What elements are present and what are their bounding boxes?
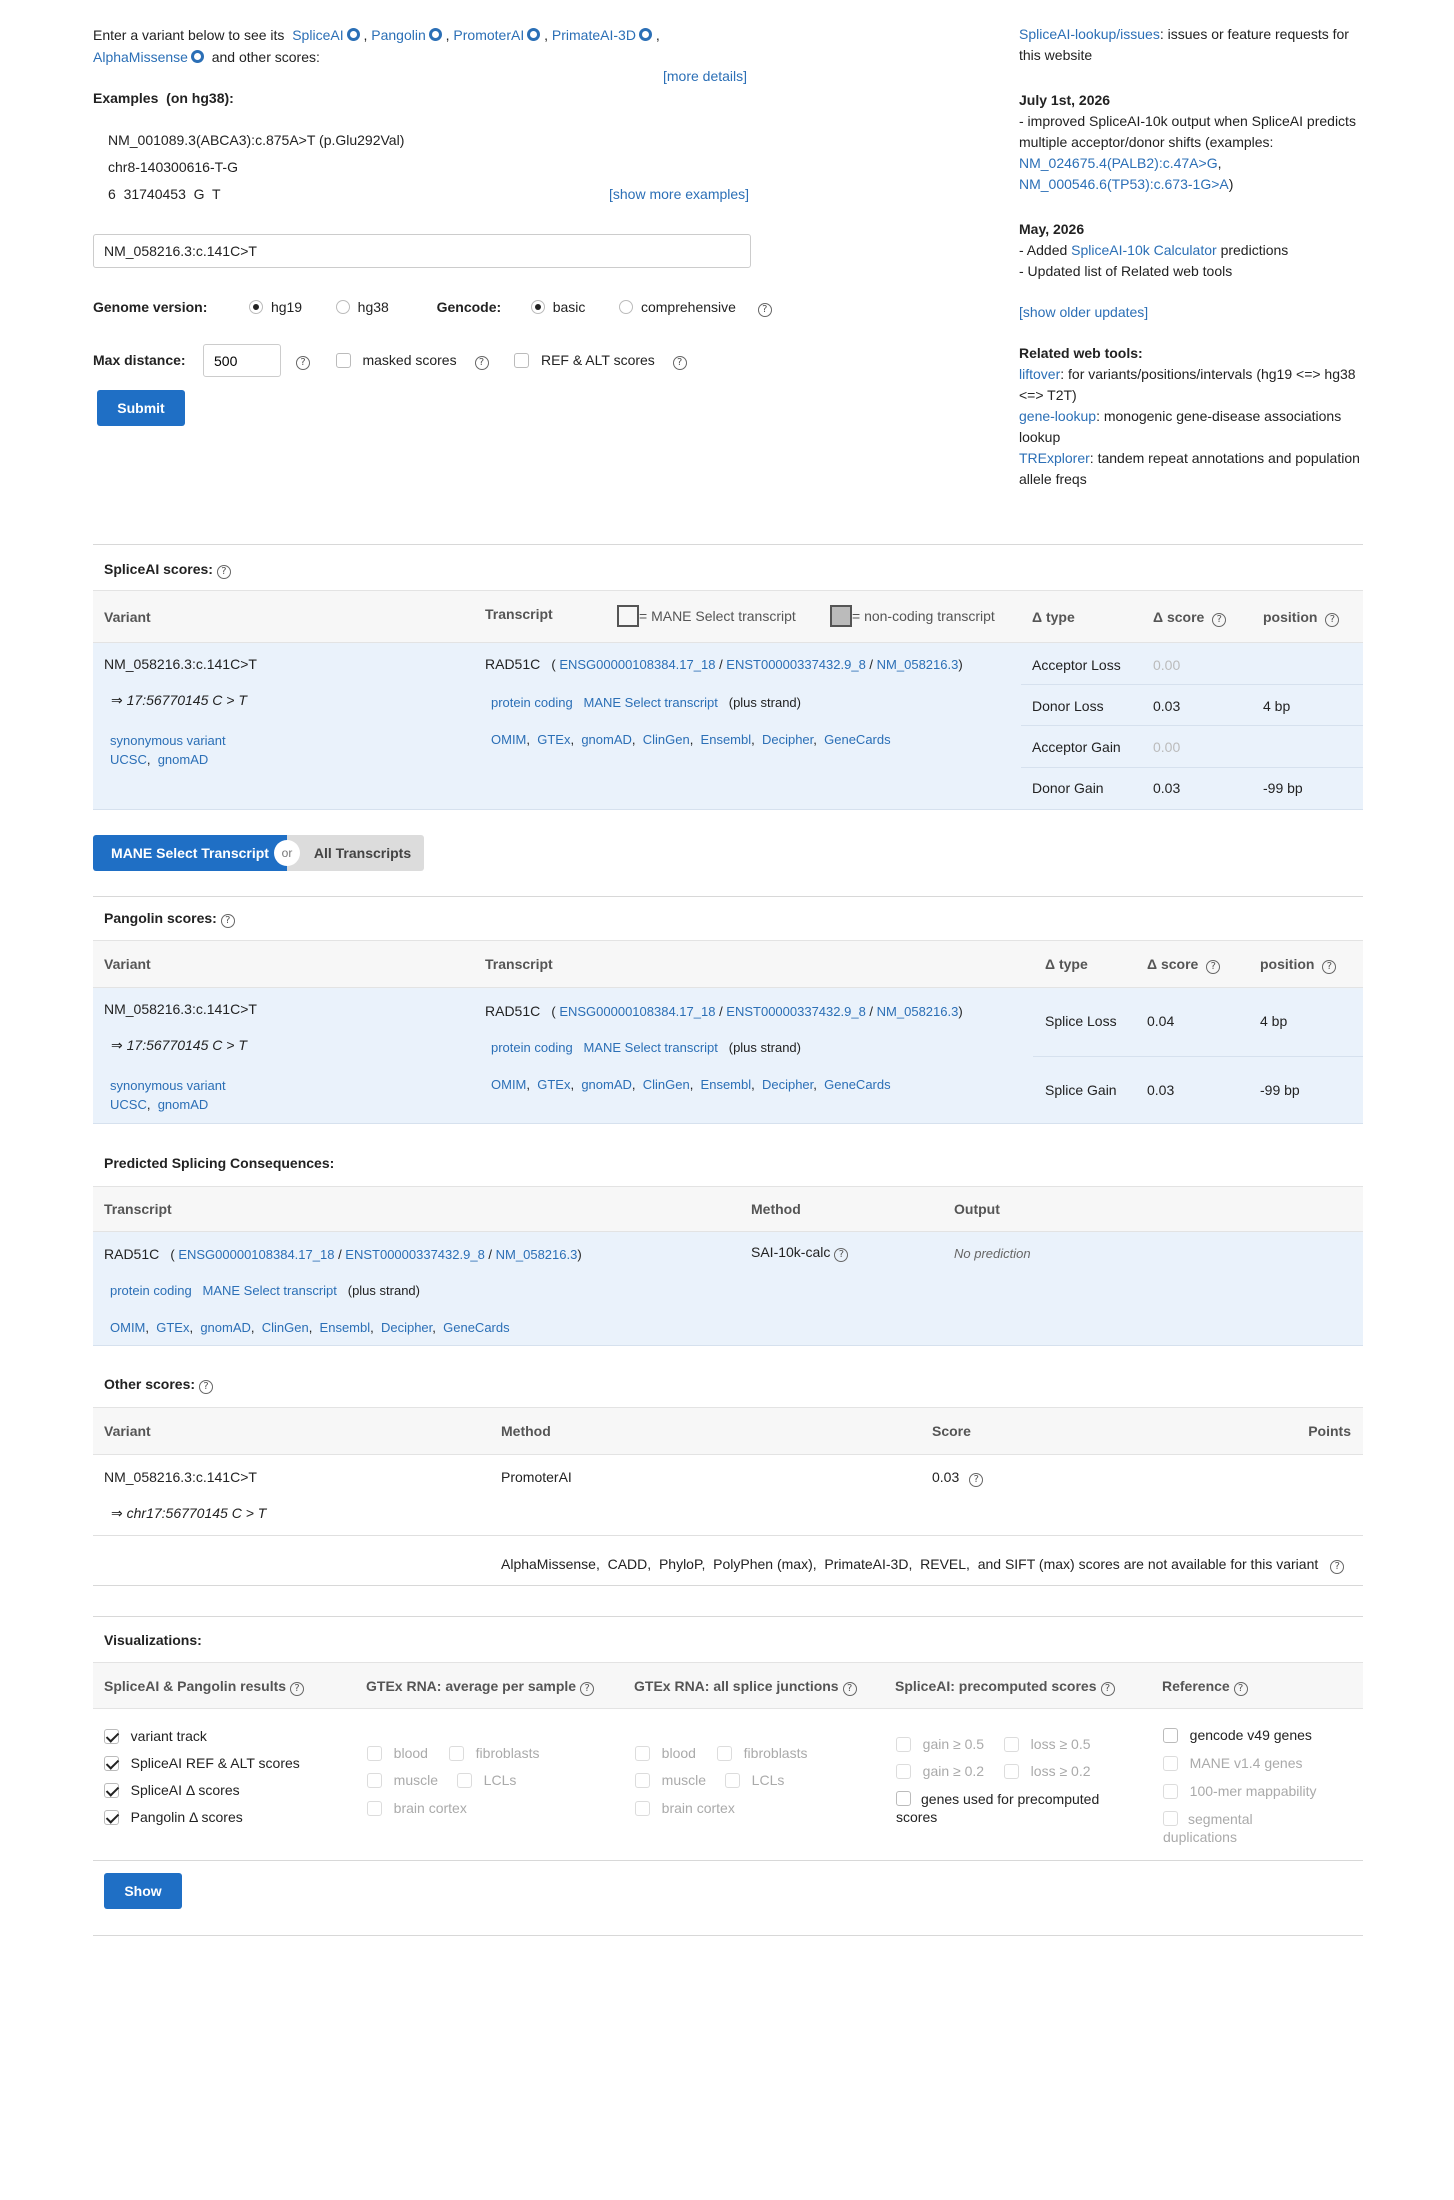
col-position: position ? — [1263, 609, 1339, 627]
radio-hg19[interactable] — [249, 300, 263, 314]
viz-checkbox[interactable] — [635, 1746, 650, 1761]
mane-link[interactable]: MANE Select transcript — [583, 1040, 718, 1055]
viz-col-header: GTEx RNA: average per sample ? — [366, 1678, 594, 1696]
help-icon[interactable]: ? — [1206, 960, 1220, 974]
clingen-link[interactable]: ClinGen — [642, 1077, 690, 1092]
noncoding-legend: = non-coding transcript — [830, 605, 995, 627]
col-variant: Variant — [104, 609, 151, 625]
consequences-table-header — [93, 1186, 1363, 1232]
transcript-gene: RAD51C ( ENSG00000108384.17_18 / ENST00000337432.9_8 / NM_058216.3) — [485, 1003, 963, 1019]
max-distance-input[interactable] — [203, 344, 281, 377]
related-tool: liftover: for variants/positions/intervals (hg19 <=> hg38 <=> T2T) — [1019, 366, 1356, 403]
divider — [93, 896, 1363, 897]
ref-alt-scores-checkbox[interactable] — [514, 353, 529, 368]
col-method: Method — [501, 1423, 551, 1439]
ensembl-link[interactable]: Ensembl — [700, 1077, 752, 1092]
viz-checkbox[interactable] — [457, 1773, 472, 1788]
show-more-examples-link[interactable]: [show more examples] — [609, 186, 750, 202]
pangolin-title: Pangolin scores: ? — [104, 910, 235, 928]
col-method: Method — [751, 1201, 801, 1217]
transcript-biotype: protein coding MANE Select transcript (plus strand) — [110, 1283, 420, 1298]
genecards-link[interactable]: GeneCards — [824, 1077, 891, 1092]
issues-link[interactable]: SpliceAI-lookup/issues — [1019, 26, 1160, 42]
transcript-toggle — [93, 835, 424, 871]
github-icon[interactable] — [639, 28, 652, 41]
ensg-link[interactable]: ENSG00000108384.17_18 — [559, 657, 716, 672]
noncoding-legend-box-icon — [830, 605, 852, 627]
radio-comprehensive[interactable] — [619, 300, 633, 314]
col-transcript: Transcript — [485, 956, 553, 972]
help-icon[interactable]: ? — [834, 1248, 848, 1262]
gene-lookup-link[interactable]: gene-lookup — [1019, 408, 1097, 424]
show-older-updates-link[interactable]: [show older updates] — [1019, 304, 1149, 320]
output-value: No prediction — [954, 1246, 1031, 1261]
viz-item: muscle — [367, 1772, 438, 1788]
row-separator — [1021, 684, 1363, 685]
transcript-db-links: OMIM, GTEx, gnomAD, ClinGen, Ensembl, Decipher, GeneCards — [110, 1320, 510, 1335]
viz-checkbox[interactable] — [104, 1810, 119, 1825]
help-icon[interactable]: ? — [199, 1380, 213, 1394]
delta-type: Splice Gain — [1045, 1082, 1117, 1098]
help-icon[interactable]: ? — [1330, 1560, 1344, 1574]
viz-item: gain ≥ 0.5 — [896, 1736, 984, 1752]
delta-type: Donor Gain — [1032, 780, 1104, 796]
decipher-link[interactable]: Decipher — [761, 1077, 814, 1092]
variant-consequence-link[interactable]: synonymous variant — [110, 733, 226, 748]
col-score: Score — [932, 1423, 971, 1439]
viz-checkbox[interactable] — [1163, 1728, 1178, 1743]
mane-legend-box-icon — [617, 605, 639, 627]
genome-options-row: Genome version: hg19 hg38 Gencode: basic comprehensive ? — [93, 299, 772, 317]
viz-item: variant track — [104, 1728, 207, 1744]
col-variant: Variant — [104, 1423, 151, 1439]
viz-item: MANE v1.4 genes — [1163, 1755, 1303, 1771]
pangolin-table-header — [93, 940, 1363, 988]
liftover-link[interactable]: liftover — [1019, 366, 1061, 382]
viz-checkbox[interactable] — [449, 1746, 464, 1761]
delta-score: 0.03 — [1153, 780, 1181, 796]
variant-links: UCSC, gnomAD — [110, 752, 209, 767]
viz-item: brain cortex — [635, 1800, 735, 1816]
delta-type: Donor Loss — [1032, 698, 1104, 714]
related-tool: TRExplorer: tandem repeat annotations and population allele freqs — [1019, 450, 1360, 487]
max-distance-options: ? masked scores ? REF & ALT scores ? — [292, 352, 687, 370]
update-text: - Updated list of Related web tools — [1019, 263, 1233, 279]
delta-score: 0.03 — [1147, 1082, 1175, 1098]
mane-link[interactable]: MANE Select transcript — [583, 695, 718, 710]
related-tool: gene-lookup: monogenic gene-disease associations lookup — [1019, 408, 1342, 445]
radio-basic[interactable] — [531, 300, 545, 314]
help-icon[interactable]: ? — [290, 1682, 304, 1696]
link-primateai[interactable]: PrimateAI-3D — [551, 27, 636, 43]
viz-checkbox[interactable] — [725, 1773, 740, 1788]
mane-link[interactable]: MANE Select transcript — [202, 1283, 337, 1298]
transcript-biotype: protein coding MANE Select transcript (plus strand) — [491, 695, 801, 710]
method-value: PromoterAI — [501, 1469, 572, 1485]
toggle-mane-button[interactable]: MANE Select Transcript — [93, 835, 287, 871]
gnomad-link[interactable]: gnomAD — [157, 1097, 209, 1112]
delta-position: -99 bp — [1260, 1082, 1300, 1098]
viz-item: 100-mer mappability — [1163, 1783, 1317, 1799]
variant-genomic: ⇒ chr17:56770145 C > T — [111, 1505, 267, 1521]
example-link-tp53[interactable]: NM_000546.6(TP53):c.673-1G>A — [1019, 176, 1229, 192]
delta-type: Acceptor Loss — [1032, 657, 1121, 673]
intro-prefix: Enter a variant below to see its — [93, 27, 285, 43]
max-distance-label: Max distance: — [93, 352, 186, 368]
enst-link[interactable]: ENST00000337432.9_8 — [726, 1004, 866, 1019]
variant-genomic: ⇒ 17:56770145 C > T — [111, 1037, 247, 1053]
transcript-gene: RAD51C ( ENSG00000108384.17_18 / ENST00000337432.9_8 / NM_058216.3) — [104, 1246, 582, 1262]
omim-link[interactable]: OMIM — [110, 1320, 146, 1335]
help-icon[interactable]: ? — [1322, 960, 1336, 974]
viz-checkbox[interactable] — [1004, 1764, 1019, 1779]
help-icon[interactable]: ? — [1212, 613, 1226, 627]
divider — [93, 544, 1363, 545]
score-value: 0.03 ? — [932, 1469, 983, 1487]
ensembl-link[interactable]: Ensembl — [700, 732, 752, 747]
divider — [93, 1585, 1363, 1586]
delta-type: Acceptor Gain — [1032, 739, 1121, 755]
clingen-link[interactable]: ClinGen — [642, 732, 690, 747]
sidebar — [1019, 24, 1369, 490]
help-icon[interactable]: ? — [1101, 1682, 1115, 1696]
row-separator — [1021, 767, 1363, 768]
viz-item: muscle — [635, 1772, 706, 1788]
toggle-or-badge: or — [274, 840, 300, 866]
clingen-link[interactable]: ClinGen — [261, 1320, 309, 1335]
help-icon[interactable]: ? — [673, 356, 687, 370]
pangolin-table-row — [93, 988, 1363, 1124]
variant-name: NM_058216.3:c.141C>T — [104, 656, 257, 672]
help-icon[interactable]: ? — [475, 356, 489, 370]
viz-col-header: GTEx RNA: all splice junctions ? — [634, 1678, 857, 1696]
viz-item: LCLs — [725, 1772, 784, 1788]
calculator-link[interactable]: SpliceAI-10k Calculator — [1071, 242, 1217, 258]
gtex-link[interactable]: GTEx — [537, 732, 571, 747]
col-dscore: Δ score ? — [1147, 956, 1220, 974]
enst-link[interactable]: ENST00000337432.9_8 — [726, 657, 866, 672]
col-variant: Variant — [104, 956, 151, 972]
delta-position: 4 bp — [1260, 1013, 1288, 1029]
viz-checkbox[interactable] — [1163, 1784, 1178, 1799]
intro-suffix: and other scores: — [211, 49, 320, 65]
help-icon[interactable]: ? — [1325, 613, 1339, 627]
enst-link[interactable]: ENST00000337432.9_8 — [345, 1247, 485, 1262]
link-promoterai[interactable]: PromoterAI — [453, 27, 525, 43]
viz-item: brain cortex — [367, 1800, 467, 1816]
viz-checkbox[interactable] — [104, 1783, 119, 1798]
delta-score: 0.03 — [1153, 698, 1181, 714]
col-transcript: Transcript — [485, 606, 553, 622]
examples-label: Examples (on hg38): — [93, 90, 234, 106]
decipher-link[interactable]: Decipher — [380, 1320, 433, 1335]
github-icon[interactable] — [347, 28, 360, 41]
related-tools-title: Related web tools: — [1019, 345, 1143, 361]
delta-position: -99 bp — [1263, 780, 1303, 796]
viz-item: SpliceAI Δ scores — [104, 1782, 240, 1798]
biotype-link[interactable]: protein coding — [491, 695, 573, 710]
other-scores-title: Other scores: ? — [104, 1376, 213, 1394]
viz-checkbox[interactable] — [896, 1737, 911, 1752]
example-item[interactable]: chr8-140300616-T-G — [108, 159, 238, 175]
ucsc-link[interactable]: UCSC — [110, 1097, 147, 1112]
biotype-link[interactable]: protein coding — [491, 1040, 573, 1055]
variant-consequence-link[interactable]: synonymous variant — [110, 1078, 226, 1093]
link-pangolin[interactable]: Pangolin — [371, 27, 426, 43]
omim-link[interactable]: OMIM — [491, 732, 527, 747]
viz-table-header — [93, 1662, 1363, 1709]
delta-type: Splice Loss — [1045, 1013, 1117, 1029]
nm-link[interactable]: NM_058216.3 — [876, 1004, 959, 1019]
delta-score: 0.00 — [1153, 739, 1181, 755]
update-date: July 1st, 2026 — [1019, 92, 1111, 108]
transcript-biotype: protein coding MANE Select transcript (plus strand) — [491, 1040, 801, 1055]
issues-row: SpliceAI-lookup/issues: issues or feature requests for this website — [1019, 26, 1349, 63]
other-scores-table-header — [93, 1407, 1363, 1455]
help-icon[interactable]: ? — [296, 356, 310, 370]
viz-item: blood — [635, 1745, 696, 1761]
transcript-gene: RAD51C ( ENSG00000108384.17_18 / ENST00000337432.9_8 / NM_058216.3) — [485, 656, 963, 672]
gnomad-link[interactable]: gnomAD — [157, 752, 209, 767]
help-icon[interactable]: ? — [969, 1473, 983, 1487]
spliceai-table-row — [93, 643, 1363, 810]
viz-checkbox[interactable] — [717, 1746, 732, 1761]
link-alphamissense[interactable]: AlphaMissense — [93, 49, 188, 65]
show-button[interactable]: Show — [104, 1873, 182, 1909]
transcript-db-links: OMIM, GTEx, gnomAD, ClinGen, Ensembl, Decipher, GeneCards — [491, 732, 891, 747]
biotype-link[interactable]: protein coding — [110, 1283, 192, 1298]
viz-checkbox[interactable] — [635, 1773, 650, 1788]
viz-item: fibroblasts — [717, 1745, 807, 1761]
viz-checkbox[interactable] — [896, 1791, 911, 1806]
viz-checkbox[interactable] — [367, 1746, 382, 1761]
viz-checkbox[interactable] — [104, 1756, 119, 1771]
viz-item: genes used for precomputed scores — [896, 1791, 1100, 1825]
ensembl-link[interactable]: Ensembl — [319, 1320, 371, 1335]
mane-legend: = MANE Select transcript — [617, 605, 796, 627]
example-link-palb2[interactable]: NM_024675.4(PALB2):c.47A>G — [1019, 155, 1218, 171]
omim-link[interactable]: OMIM — [491, 1077, 527, 1092]
github-icon[interactable] — [527, 28, 540, 41]
divider — [93, 1935, 1363, 1936]
help-icon[interactable]: ? — [758, 303, 772, 317]
viz-item: loss ≥ 0.2 — [1004, 1763, 1091, 1779]
nm-link[interactable]: NM_058216.3 — [876, 657, 959, 672]
viz-checkbox[interactable] — [367, 1801, 382, 1816]
help-icon[interactable]: ? — [1234, 1682, 1248, 1696]
consequences-table-row — [93, 1232, 1363, 1346]
help-icon[interactable]: ? — [580, 1682, 594, 1696]
viz-checkbox[interactable] — [1163, 1756, 1178, 1771]
trexplorer-link[interactable]: TRExplorer — [1019, 450, 1090, 466]
viz-item: SpliceAI REF & ALT scores — [104, 1755, 300, 1771]
genecards-link[interactable]: GeneCards — [443, 1320, 510, 1335]
col-position: position ? — [1260, 956, 1336, 974]
gnomad-gene-link[interactable]: gnomAD — [200, 1320, 251, 1335]
viz-item: LCLs — [457, 1772, 516, 1788]
submit-button[interactable]: Submit — [97, 390, 185, 426]
nm-link[interactable]: NM_058216.3 — [495, 1247, 578, 1262]
visualizations-title: Visualizations: — [104, 1632, 202, 1648]
divider — [93, 1860, 1363, 1861]
gnomad-gene-link[interactable]: gnomAD — [581, 732, 632, 747]
update-text: - improved SpliceAI-10k output when SpliceAI predicts multiple acceptor/donor shifts (examples: NM_024675.4(PALB2):c.47A>G, NM_000546.6(TP53):c.673-1G>A) — [1019, 113, 1356, 192]
method-value: SAI-10k-calc ? — [751, 1244, 848, 1262]
toggle-all-button[interactable]: All Transcripts — [287, 835, 424, 871]
viz-checkbox[interactable] — [1163, 1811, 1178, 1826]
help-icon[interactable]: ? — [217, 565, 231, 579]
viz-checkbox[interactable] — [367, 1773, 382, 1788]
gtex-link[interactable]: GTEx — [537, 1077, 571, 1092]
col-output: Output — [954, 1201, 1000, 1217]
viz-item: gain ≥ 0.2 — [896, 1763, 984, 1779]
transcript-db-links: OMIM, GTEx, gnomAD, ClinGen, Ensembl, Decipher, GeneCards — [491, 1077, 891, 1092]
row-separator — [1021, 725, 1363, 726]
col-points: Points — [1308, 1423, 1351, 1439]
more-details-link[interactable]: [more details] — [663, 68, 748, 84]
genome-version-label: Genome version: — [93, 299, 208, 315]
not-available-note: AlphaMissense, CADD, PhyloP, PolyPhen (max), PrimateAI-3D, REVEL, and SIFT (max) scores are not available for this variant ? — [501, 1556, 1344, 1574]
viz-col-header: Reference ? — [1162, 1678, 1248, 1696]
row-separator — [1033, 1056, 1363, 1057]
delta-score: 0.00 — [1153, 657, 1181, 673]
radio-hg38[interactable] — [336, 300, 350, 314]
example-item[interactable]: NM_001089.3(ABCA3):c.875A>T (p.Glu292Val) — [108, 132, 405, 148]
col-dscore: Δ score ? — [1153, 609, 1226, 627]
viz-checkbox[interactable] — [104, 1729, 119, 1744]
help-icon[interactable]: ? — [221, 914, 235, 928]
masked-scores-checkbox[interactable] — [336, 353, 351, 368]
genecards-link[interactable]: GeneCards — [824, 732, 891, 747]
link-spliceai[interactable]: SpliceAI — [292, 27, 344, 43]
github-icon[interactable] — [191, 50, 204, 63]
update-date: May, 2026 — [1019, 221, 1085, 237]
viz-item: segmental duplications — [1163, 1811, 1253, 1845]
divider — [93, 1616, 1363, 1617]
viz-checkbox[interactable] — [1004, 1737, 1019, 1752]
variant-name: NM_058216.3:c.141C>T — [104, 1469, 257, 1485]
gnomad-gene-link[interactable]: gnomAD — [581, 1077, 632, 1092]
viz-item: loss ≥ 0.5 — [1004, 1736, 1091, 1752]
viz-checkbox[interactable] — [896, 1764, 911, 1779]
col-transcript: Transcript — [104, 1201, 172, 1217]
gtex-link[interactable]: GTEx — [156, 1320, 190, 1335]
viz-item: Pangolin Δ scores — [104, 1809, 243, 1825]
variant-search-input[interactable] — [93, 234, 751, 268]
variant-name: NM_058216.3:c.141C>T — [104, 1001, 257, 1017]
col-dtype: Δ type — [1032, 609, 1075, 625]
delta-position: 4 bp — [1263, 698, 1291, 714]
github-icon[interactable] — [429, 28, 442, 41]
update-text: - Added SpliceAI-10k Calculator predictions — [1019, 242, 1289, 258]
ensg-link[interactable]: ENSG00000108384.17_18 — [178, 1247, 335, 1262]
viz-checkbox[interactable] — [635, 1801, 650, 1816]
viz-col-header: SpliceAI & Pangolin results ? — [104, 1678, 304, 1696]
spliceai-title: SpliceAI scores: ? — [104, 561, 231, 579]
spliceai-table-header — [93, 590, 1363, 643]
viz-item: fibroblasts — [449, 1745, 539, 1761]
variant-genomic: ⇒ 17:56770145 C > T — [111, 692, 247, 708]
consequences-title: Predicted Splicing Consequences: — [104, 1155, 335, 1171]
col-dtype: Δ type — [1045, 956, 1088, 972]
ucsc-link[interactable]: UCSC — [110, 752, 147, 767]
variant-links: UCSC, gnomAD — [110, 1097, 209, 1112]
viz-item: blood — [367, 1745, 428, 1761]
other-scores-row — [93, 1455, 1363, 1536]
viz-item: gencode v49 genes — [1163, 1727, 1312, 1743]
help-icon[interactable]: ? — [843, 1682, 857, 1696]
ensg-link[interactable]: ENSG00000108384.17_18 — [559, 1004, 716, 1019]
example-item[interactable]: 6 31740453 G T — [108, 186, 221, 202]
delta-score: 0.04 — [1147, 1013, 1175, 1029]
gencode-label: Gencode: — [436, 299, 502, 315]
decipher-link[interactable]: Decipher — [761, 732, 814, 747]
intro-text: Enter a variant below to see its SpliceAI , Pangolin , PromoterAI , PrimateAI-3D , AlphaMissense and other scores: — [93, 27, 660, 65]
viz-col-header: SpliceAI: precomputed scores ? — [895, 1678, 1115, 1696]
